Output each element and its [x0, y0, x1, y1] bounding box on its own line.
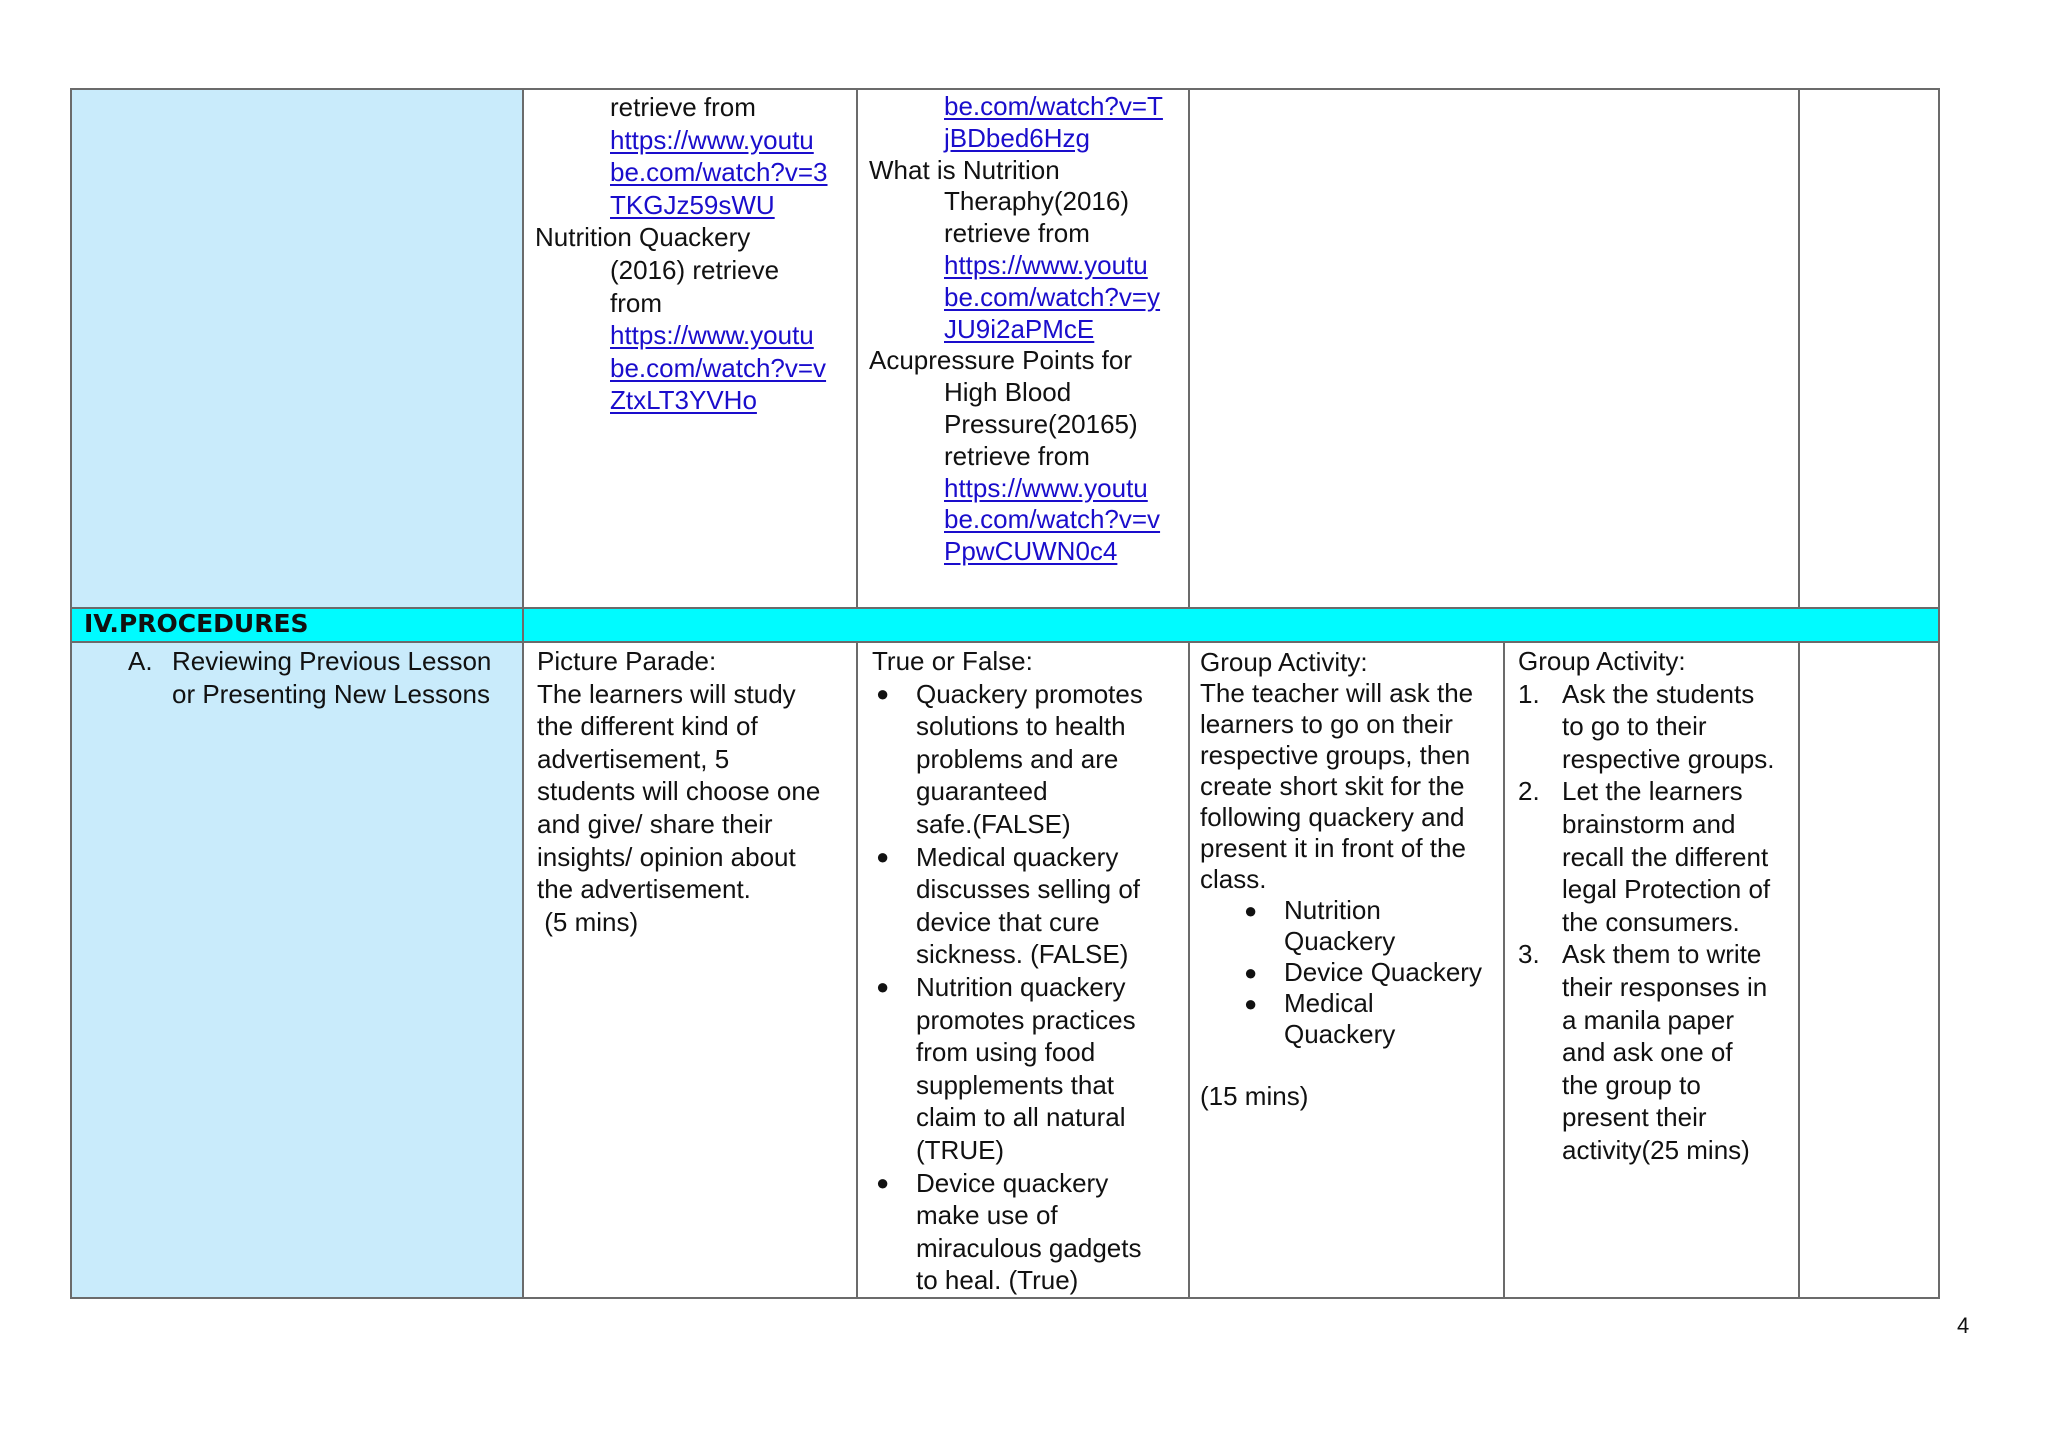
resource-link[interactable]: be.com/watch?v=y	[944, 281, 1161, 312]
step-line: activity(25 mins)	[1562, 1134, 1750, 1165]
picture-parade-line: advertisement, 5	[537, 743, 730, 774]
picture-parade-cell	[537, 645, 853, 1295]
resource-link[interactable]: JU9i2aPMcE	[944, 313, 1095, 344]
step-line: the consumers.	[1562, 906, 1740, 937]
statement-line: solutions to health	[916, 711, 1126, 742]
true-or-false-title: True or False:	[872, 646, 1033, 676]
statement-line: Quackery promotes	[916, 678, 1143, 709]
true-or-false-item	[872, 678, 1186, 841]
true-or-false-cell	[872, 645, 1186, 1295]
row-a-label	[128, 645, 520, 745]
row-a-label-line: Reviewing Previous Lesson	[172, 646, 492, 676]
resource-text: retrieve from	[944, 218, 1090, 249]
group-activity-line: learners to go on their	[1200, 709, 1453, 739]
bullet-dot-icon: ●	[876, 1169, 890, 1195]
column-divider-3-top	[1188, 88, 1190, 607]
numbered-step	[1518, 678, 1796, 776]
step-line: present their	[1562, 1102, 1707, 1133]
resource-text: Theraphy(2016)	[944, 186, 1129, 217]
resource-link[interactable]: be.com/watch?v=v	[610, 352, 827, 383]
table-border-right	[1938, 88, 1940, 1298]
table-border-left	[70, 88, 72, 1298]
group-activity-line: following quackery and	[1200, 802, 1465, 832]
statement-line: promotes practices	[916, 1004, 1136, 1035]
true-or-false-item	[872, 841, 1186, 971]
quackery-type-item	[1240, 957, 1502, 988]
group-activity-line: respective groups, then	[1200, 740, 1471, 770]
step-number: 2.	[1518, 776, 1540, 807]
statement-line: from using food	[916, 1037, 1096, 1068]
resource-text: (2016) retrieve	[610, 254, 780, 285]
bullet-dot-icon: ●	[876, 680, 890, 706]
column-divider-5-top	[1798, 88, 1800, 607]
statement-line: Device quackery	[916, 1167, 1109, 1198]
group-activity-skit-cell	[1200, 647, 1502, 1295]
picture-parade-line: the advertisement.	[537, 874, 751, 905]
page-number: 4	[1957, 1313, 1970, 1338]
quackery-type-line: Nutrition	[1284, 895, 1381, 925]
group-activity-title: Group Activity:	[1518, 646, 1686, 676]
row-a-label-line: or Presenting New Lessons	[172, 678, 490, 709]
table-border-bottom	[70, 1297, 1940, 1299]
statement-line: miraculous gadgets	[916, 1232, 1142, 1263]
statement-line: discusses selling of	[916, 874, 1140, 905]
column-divider-1	[522, 88, 524, 1298]
step-line: legal Protection of	[1562, 874, 1771, 905]
resource-title: Acupressure Points for	[869, 345, 1133, 376]
step-line: their responses in	[1562, 971, 1768, 1002]
column-divider-2-top	[856, 88, 858, 607]
picture-parade-line: students will choose one	[537, 776, 821, 807]
statement-line: guaranteed	[916, 776, 1048, 807]
statement-line: supplements that	[916, 1069, 1115, 1100]
group-activity-time: (15 mins)	[1200, 1081, 1309, 1111]
true-or-false-item	[872, 1167, 1186, 1296]
numbered-step	[1518, 938, 1796, 1166]
statement-line: device that cure	[916, 906, 1100, 937]
step-line: and ask one of	[1562, 1037, 1733, 1068]
bullet-dot-icon: ●	[1244, 960, 1258, 985]
resource-text: retrieve from	[944, 440, 1090, 471]
resource-link[interactable]: be.com/watch?v=T	[944, 91, 1163, 121]
group-activity-line: class.	[1200, 864, 1267, 894]
group-activity-line: present it in front of the	[1200, 833, 1466, 863]
picture-parade-line: the different kind of	[537, 711, 758, 742]
step-line: Ask them to write	[1562, 939, 1762, 970]
resource-link[interactable]: ZtxLT3YVHo	[610, 385, 757, 416]
quackery-type-line: Device Quackery	[1284, 957, 1482, 987]
numbered-step	[1518, 775, 1796, 938]
picture-parade-time: (5 mins)	[537, 906, 639, 937]
statement-line: sickness. (FALSE)	[916, 939, 1129, 970]
step-number: 1.	[1518, 678, 1540, 709]
bullet-dot-icon: ●	[876, 843, 890, 869]
step-number: 3.	[1518, 939, 1540, 970]
resource-link[interactable]: TKGJz59sWU	[610, 189, 775, 220]
resource-link[interactable]: jBDbed6Hzg	[944, 122, 1090, 153]
step-line: recall the different	[1562, 841, 1769, 872]
column-divider-5-bottom	[1798, 641, 1800, 1298]
quackery-type-item	[1240, 988, 1502, 1050]
step-line: respective groups.	[1562, 743, 1775, 774]
picture-parade-line: insights/ opinion about	[537, 841, 796, 872]
table-border-procedures-bottom	[70, 641, 1940, 643]
statement-line: problems and are	[916, 743, 1119, 774]
resource-text: High Blood	[944, 377, 1072, 408]
procedures-heading: IV.PROCEDURES	[84, 609, 309, 638]
group-activity-title: Group Activity:	[1200, 647, 1368, 677]
resource-link[interactable]: https://www.youtu	[610, 320, 814, 351]
step-line: Let the learners	[1562, 776, 1743, 807]
quackery-type-line: Quackery	[1284, 1019, 1396, 1049]
bullet-dot-icon: ●	[1244, 898, 1258, 923]
column-divider-2-bottom	[856, 641, 858, 1298]
statement-line: Medical quackery	[916, 841, 1119, 872]
statement-line: make use of	[916, 1200, 1058, 1231]
bullet-dot-icon: ●	[876, 973, 890, 999]
resource-link[interactable]: be.com/watch?v=v	[944, 504, 1161, 535]
resource-link[interactable]: https://www.youtu	[944, 249, 1148, 280]
top-row-label-cell	[70, 89, 522, 607]
quackery-type-line: Quackery	[1284, 926, 1396, 956]
column-divider-4-bottom	[1503, 641, 1505, 1298]
picture-parade-line: The learners will study	[537, 678, 796, 709]
step-line: a manila paper	[1562, 1004, 1734, 1035]
true-or-false-item	[872, 971, 1186, 1167]
step-line: the group to	[1562, 1069, 1701, 1100]
statement-line: safe.(FALSE)	[916, 808, 1071, 839]
resource-link[interactable]: https://www.youtu	[944, 472, 1148, 503]
resource-link[interactable]: PpwCUWN0c4	[944, 536, 1118, 567]
statement-line: Nutrition quackery	[916, 971, 1126, 1002]
resource-text: from	[610, 287, 662, 318]
resource-link[interactable]: be.com/watch?v=3	[610, 157, 828, 188]
group-activity-line: create short skit for the	[1200, 771, 1465, 801]
statement-line: to heal. (True)	[916, 1265, 1079, 1295]
table-border-top	[70, 88, 1940, 90]
group-activity-line: The teacher will ask the	[1200, 678, 1474, 708]
statement-line: (TRUE)	[916, 1134, 1005, 1165]
step-line: to go to their	[1562, 711, 1707, 742]
resource-text: Pressure(20165)	[944, 408, 1138, 439]
top-row-resources-col3	[869, 91, 1187, 606]
top-row-resources-col2	[535, 91, 855, 606]
bullet-dot-icon: ●	[1244, 991, 1258, 1016]
group-activity-legal-cell	[1518, 645, 1796, 1295]
step-line: Ask the students	[1562, 678, 1755, 709]
row-a-letter: A.	[128, 646, 153, 676]
picture-parade-line: and give/ share their	[537, 808, 773, 839]
resource-text: retrieve from	[610, 92, 756, 122]
quackery-type-item	[1240, 895, 1502, 957]
resource-title: Nutrition Quackery	[535, 222, 751, 253]
column-divider-3-bottom	[1188, 641, 1190, 1298]
step-line: brainstorm and	[1562, 808, 1736, 839]
resource-link[interactable]: https://www.youtu	[610, 124, 814, 155]
resource-title: What is Nutrition	[869, 154, 1060, 185]
picture-parade-title: Picture Parade:	[537, 646, 717, 676]
quackery-type-line: Medical	[1284, 988, 1374, 1018]
statement-line: claim to all natural	[916, 1102, 1126, 1133]
